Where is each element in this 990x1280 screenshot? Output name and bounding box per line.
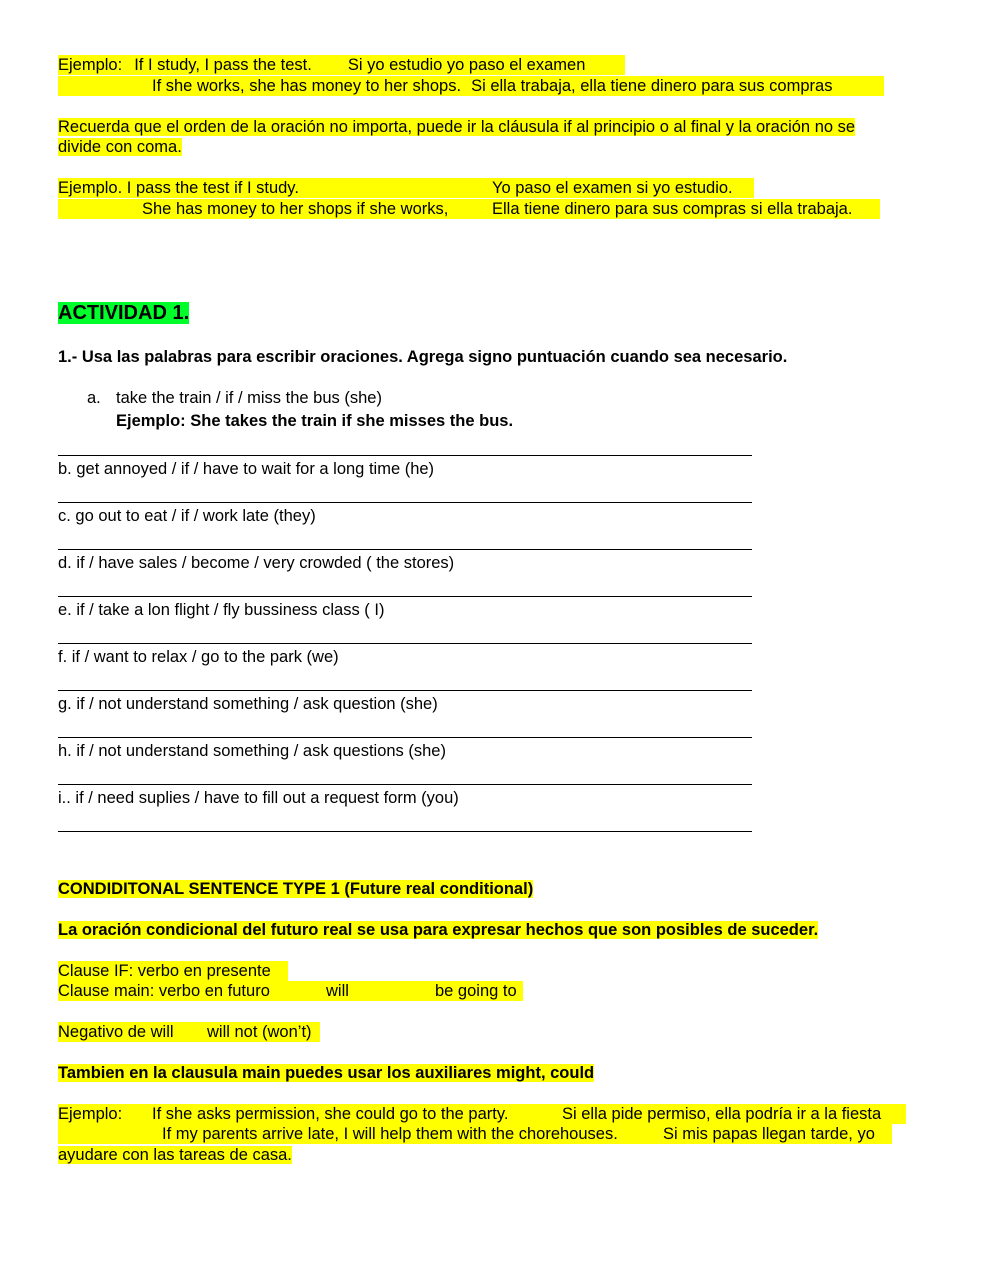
intro-example-2-en: If she works, she has money to her shops. xyxy=(152,77,462,95)
activity-item-a-marker: a. xyxy=(87,389,101,407)
activity-item-b: b. get annoyed / if / have to wait for a long time (he) xyxy=(58,460,435,478)
intro-example-label: Ejemplo: xyxy=(58,56,123,74)
intro-example-2 xyxy=(58,76,884,96)
activity-title: ACTIVIDAD 1. xyxy=(58,302,190,324)
negative-will xyxy=(58,1022,320,1047)
intro-example-4-es: Ella tiene dinero para sus compras si ella trabaja. xyxy=(492,200,853,218)
answer-line-b[interactable] xyxy=(58,502,752,503)
clause-main xyxy=(58,981,523,1006)
conditional-definition: La oración condicional del futuro real se usa para expresar hechos que son posibles de suceder. xyxy=(58,921,819,939)
answer-line-h[interactable] xyxy=(58,784,752,785)
clause-main-label: Clause main: verbo en futuro xyxy=(58,982,270,1000)
conditional-heading: CONDIDITONAL SENTENCE TYPE 1 (Future real conditional) xyxy=(58,880,534,898)
answer-line-c[interactable] xyxy=(58,549,752,550)
negative-value: will not (won’t) xyxy=(207,1023,312,1041)
answer-line-f[interactable] xyxy=(58,690,752,691)
intro-example-3-label: Ejemplo. xyxy=(58,179,123,197)
activity-item-c: c. go out to eat / if / work late (they) xyxy=(58,507,316,525)
activity-item-a-example: Ejemplo: She takes the train if she misses the bus. xyxy=(116,412,514,430)
clause-if: Clause IF: verbo en presente xyxy=(58,961,288,981)
answer-line-d[interactable] xyxy=(58,596,752,597)
clause-main-going: be going to xyxy=(435,982,517,1000)
negative-label: Negativo de will xyxy=(58,1023,174,1041)
activity-item-a-text: take the train / if / miss the bus (she) xyxy=(116,389,382,407)
intro-example-1 xyxy=(58,55,625,75)
answer-line-g[interactable] xyxy=(58,737,752,738)
intro-example-3-es: Yo paso el examen si yo estudio. xyxy=(492,179,733,197)
intro-note-line-2: divide con coma. xyxy=(58,138,182,156)
answer-line-i[interactable] xyxy=(58,831,752,832)
activity-item-g: g. if / not understand something / ask question (she) xyxy=(58,695,438,713)
activity-item-h: h. if / not understand something / ask questions (she) xyxy=(58,742,446,760)
activity-item-d: d. if / have sales / become / very crowded ( the stores) xyxy=(58,554,455,572)
intro-example-3 xyxy=(58,178,754,198)
intro-example-4-en: She has money to her shops if she works, xyxy=(142,200,449,218)
answer-line-a[interactable] xyxy=(58,455,752,456)
intro-example-4 xyxy=(58,199,880,219)
activity-item-i: i.. if / need suplies / have to fill out a request form (you) xyxy=(58,789,459,807)
conditional-example-1-en: If she asks permission, she could go to the party. xyxy=(152,1105,509,1123)
conditional-example-2-en: If my parents arrive late, I will help them with the chorehouses. xyxy=(162,1125,618,1143)
intro-note-line-1: Recuerda que el orden de la oración no importa, puede ir la cláusula if al principio o al final y la oración no se xyxy=(58,118,856,136)
answer-line-e[interactable] xyxy=(58,643,752,644)
conditional-example-1-es: Si ella pide permiso, ella podría ir a la fiesta xyxy=(562,1105,882,1123)
activity-instruction: 1.- Usa las palabras para escribir oraciones. Agrega signo puntuación cuando sea necesario. xyxy=(58,348,788,366)
auxiliaries-note: Tambien en la clausula main puedes usar los auxiliares might, could xyxy=(58,1064,595,1082)
clause-main-will: will xyxy=(326,982,349,1000)
intro-example-1-en: If I study, I pass the test. xyxy=(134,56,312,74)
intro-example-1-es: Si yo estudio yo paso el examen xyxy=(347,56,586,74)
conditional-example-2-es: Si mis papas llegan tarde, yo xyxy=(663,1125,875,1143)
activity-item-e: e. if / take a lon flight / fly bussiness class ( I) xyxy=(58,601,385,619)
intro-example-2-es: Si ella trabaja, ella tiene dinero para sus compras xyxy=(471,77,833,95)
conditional-example-2-cont: ayudare con las tareas de casa. xyxy=(58,1146,292,1164)
conditional-example-label: Ejemplo: xyxy=(58,1105,123,1123)
activity-item-f: f. if / want to relax / go to the park (we) xyxy=(58,648,339,666)
intro-example-3-en: I pass the test if I study. xyxy=(126,179,299,197)
